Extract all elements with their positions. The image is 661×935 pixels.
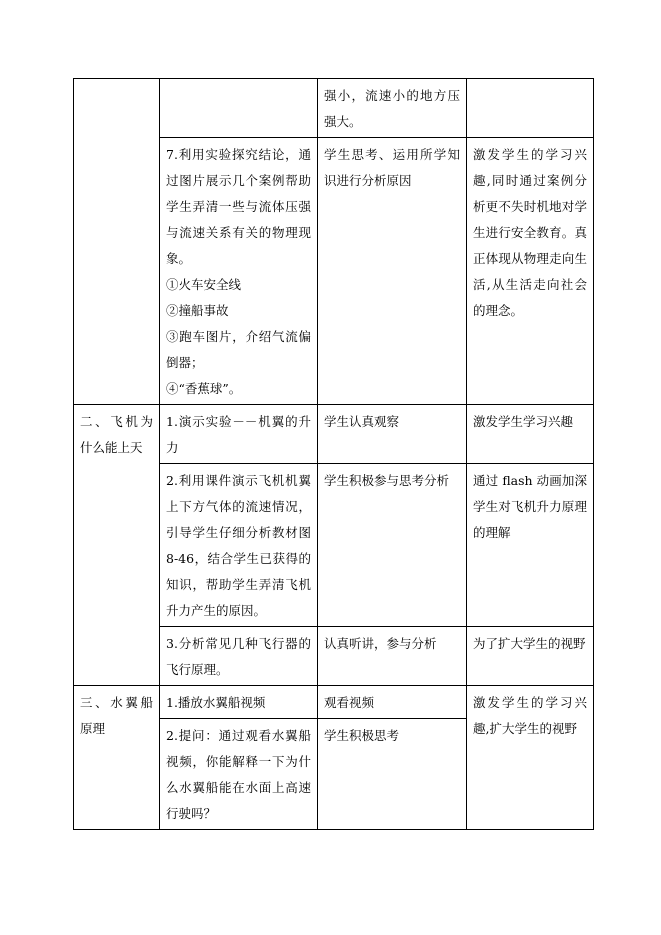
activity-item: ③跑车图片，介绍气流偏倒器；: [166, 329, 311, 370]
purpose-text: 激发学生学习兴趣: [473, 414, 574, 429]
activity-cell: [160, 719, 318, 830]
section-cell: [74, 405, 160, 686]
activity-text: 2.提问：通过观看水翼船视频，你能解释一下为什么水翼船能在水面上高速行驶吗？: [166, 728, 311, 821]
activity-item: ①火车安全线: [166, 277, 242, 292]
table-row: [74, 686, 594, 719]
activity-item: ④“香蕉球”。: [166, 381, 242, 396]
lesson-plan-table: [73, 78, 594, 830]
student-activity-text: 观看视频: [324, 695, 375, 710]
student-activity-cell: [318, 719, 467, 830]
student-activity-text: 认真听讲，参与分析: [324, 636, 437, 651]
student-activity-text: 学生积极思考: [324, 728, 400, 743]
student-activity-cell: [318, 627, 467, 686]
table-row: [74, 405, 594, 464]
student-activity-text: 学生思考、运用所学知识进行分析原因: [324, 147, 460, 188]
student-activity-cell: [318, 138, 467, 405]
purpose-cell: [467, 405, 594, 464]
purpose-text: 通过 flash 动画加深学生对飞机升力原理的理解: [473, 473, 587, 540]
student-activity-cell: [318, 686, 467, 719]
activity-cell: [160, 627, 318, 686]
activity-text: 7.利用实验探究结论，通过图片展示几个案例帮助学生弄清一些与流体压强与流速关系有关的物理现象。: [166, 147, 311, 266]
activity-cell: [160, 405, 318, 464]
activity-text: 2.利用课件演示飞机机翼上下方气体的流速情况，引导学生仔细分析教材图8-46，结合学生已获得的知识，帮助学生弄清飞机升力产生的原因。: [166, 473, 311, 618]
student-activity-text: 强小，流速小的地方压强大。: [324, 88, 460, 129]
activity-text: 1.播放水翼船视频: [166, 695, 266, 710]
section-title: 二、飞机为什么能上天: [80, 414, 153, 455]
activity-cell: [160, 686, 318, 719]
purpose-text: 为了扩大学生的视野: [473, 636, 586, 651]
activity-item: ②撞船事故: [166, 303, 229, 318]
student-activity-cell: [318, 79, 467, 138]
section-cell: [74, 79, 160, 405]
student-activity-cell: [318, 464, 467, 627]
activity-cell: [160, 464, 318, 627]
purpose-cell: [467, 138, 594, 405]
purpose-text: 激发学生的学习兴趣,同时通过案例分析更不失时机地对学生进行安全教育。真正体现从物理走向生活,从生活走向社会的理念。: [473, 147, 587, 318]
activity-cell: [160, 79, 318, 138]
activity-text: 3.分析常见几种飞行器的飞行原理。: [166, 636, 311, 677]
purpose-text: 激发学生的学习兴趣,扩大学生的视野: [473, 695, 587, 736]
purpose-cell: [467, 686, 594, 830]
purpose-cell: [467, 79, 594, 138]
student-activity-cell: [318, 405, 467, 464]
purpose-cell: [467, 464, 594, 627]
purpose-cell: [467, 627, 594, 686]
activity-text: 1.演示实验－－机翼的升力: [166, 414, 311, 455]
student-activity-text: 学生积极参与思考分析: [324, 473, 450, 488]
table-row: [74, 79, 594, 138]
activity-cell: [160, 138, 318, 405]
section-title: 三、水翼船原理: [80, 695, 153, 736]
student-activity-text: 学生认真观察: [324, 414, 400, 429]
section-cell: [74, 686, 160, 830]
